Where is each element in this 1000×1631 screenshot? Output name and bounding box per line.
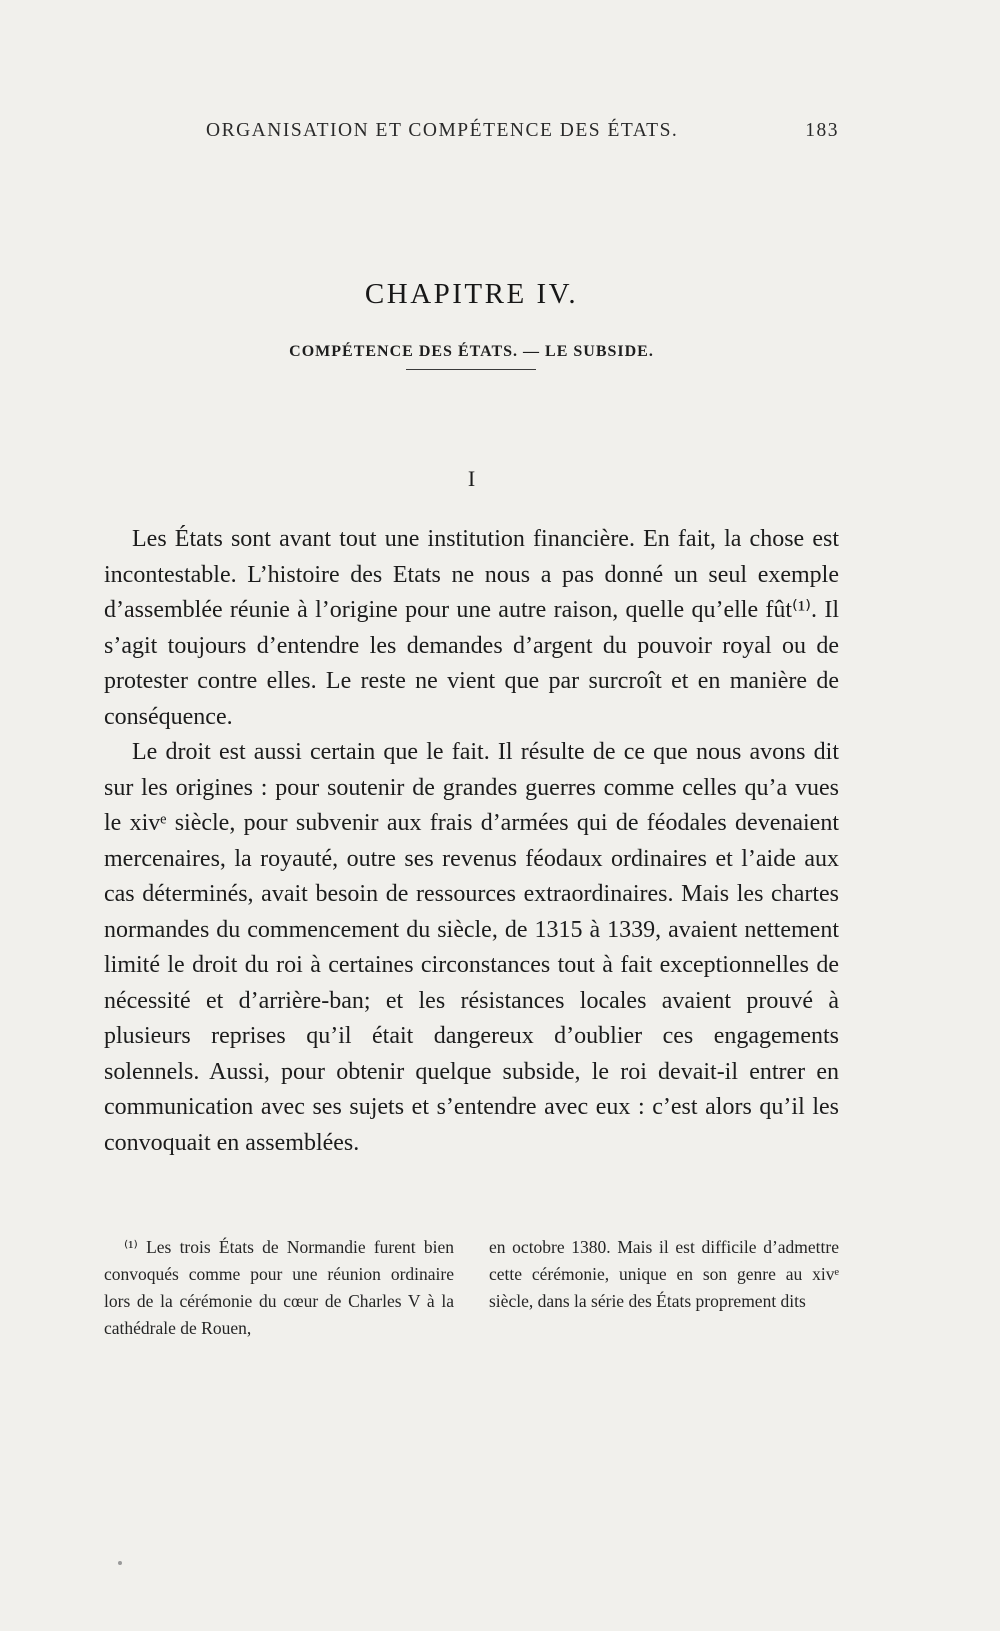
body-text bbox=[104, 522, 839, 1161]
chapter-subtitle: COMPÉTENCE DES ÉTATS. — LE SUBSIDE. bbox=[289, 343, 654, 360]
paragraph: Les États sont avant tout une institution financière. En fait, la chose est incontestable. L’histoire des Etats ne nous a pas donné un seul exemple d’assemblée réunie à l’origine pour une autre raison, quelle qu’elle fût⁽¹⁾. Il s’agit toujours d’entendre les demandes d’argent du pouvoir royal ou de protester contre elles. Le reste ne vient que par surcroît et en manière de conséquence. bbox=[104, 526, 839, 730]
footnote-left-column: ⁽¹⁾ Les trois États de Normandie furent bien convoqués comme pour une réunion ordinaire lors de la cérémonie du cœur de Charles V à la cathédrale de Rouen, bbox=[104, 1237, 454, 1338]
page-number: 183 bbox=[805, 120, 839, 141]
footnote bbox=[104, 1234, 839, 1342]
footnote-right-column: en octobre 1380. Mais il est difficile d’admettre cette cérémonie, unique en son genre au xivᵉ siècle, dans la série des États proprement dits bbox=[489, 1237, 839, 1311]
running-head-title: ORGANISATION ET COMPÉTENCE DES ÉTATS. bbox=[206, 120, 679, 141]
paper-speck bbox=[118, 1561, 122, 1565]
title-rule bbox=[406, 369, 536, 370]
section-number: I bbox=[467, 466, 476, 491]
paragraph: Le droit est aussi certain que le fait. Il résulte de ce que nous avons dit sur les origines : pour soutenir de grandes guerres comme celles qu’a vues le xivᵉ siècle, pour subvenir aux frais d’armées qui de féodales devenaient mercenaires, la royauté, outre ses revenus féodaux ordinaires et l’aide aux cas déterminés, avait besoin de ressources extraordinaires. Mais les chartes normandes du commencement du siècle, de 1315 à 1339, avaient nettement limité le droit du roi à certaines circonstances tout à fait exceptionnelles de nécessité et d’arrière-ban; et les résistances locales avaient prouvé à plusieurs reprises qu’il était dangereux d’oublier ces engagements solennels. Aussi, pour obtenir quelque subside, le roi devait-il entrer en communication avec ses sujets et s’entendre avec eux : c’est alors qu’il les convoquait en assemblées. bbox=[104, 739, 839, 1156]
chapter-title: CHAPITRE IV. bbox=[364, 278, 579, 310]
